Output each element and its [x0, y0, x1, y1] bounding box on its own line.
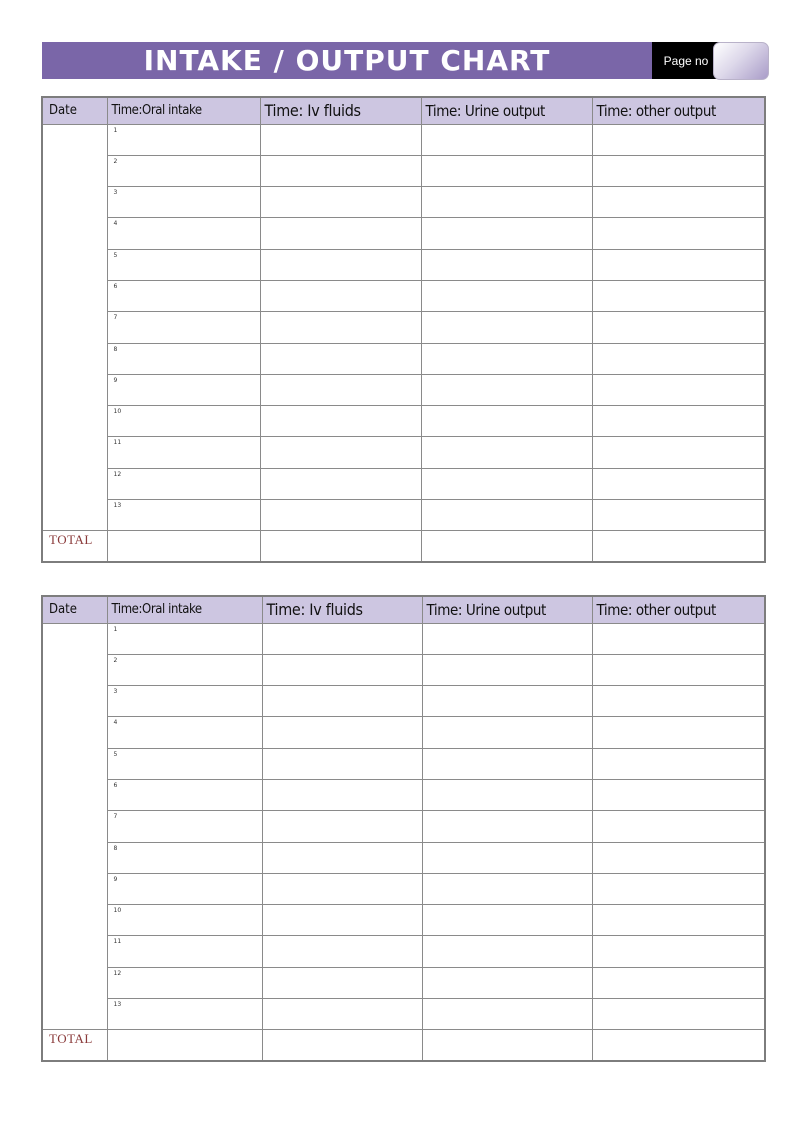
oral-intake-cell[interactable] — [107, 249, 260, 280]
row-number: 1 — [113, 126, 118, 134]
urine-output-cell[interactable] — [422, 717, 592, 748]
row-number: 9 — [113, 376, 118, 384]
urine-output-cell[interactable] — [421, 500, 592, 531]
title-bar — [42, 42, 652, 79]
table-row — [42, 686, 765, 717]
other-output-cell[interactable] — [592, 654, 765, 685]
table-row — [42, 905, 765, 936]
table-header-row — [42, 596, 765, 623]
urine-output-cell[interactable] — [422, 748, 592, 779]
other-output-cell[interactable] — [592, 500, 765, 531]
iv-fluids-cell[interactable] — [262, 717, 422, 748]
other-output-cell[interactable] — [592, 999, 765, 1030]
iv-fluids-cell[interactable] — [262, 779, 422, 810]
column-header-oral-intake: Time:Oral intake — [107, 596, 262, 623]
oral-intake-cell[interactable] — [107, 500, 260, 531]
table-row — [42, 936, 765, 967]
other-output-cell[interactable] — [592, 343, 765, 374]
table-row — [42, 842, 765, 873]
row-number: 13 — [113, 502, 122, 510]
row-number: 5 — [113, 750, 118, 758]
iv-fluids-cell[interactable] — [260, 218, 421, 249]
urine-output-cell[interactable] — [422, 936, 592, 967]
row-number: 12 — [113, 470, 122, 478]
table-row — [42, 623, 765, 654]
row-number: 2 — [113, 656, 118, 664]
urine-output-cell[interactable] — [422, 779, 592, 810]
oral-intake-cell[interactable] — [107, 748, 262, 779]
row-number: 11 — [113, 938, 122, 946]
date-cell[interactable] — [42, 623, 107, 1030]
oral-intake-cell[interactable] — [107, 717, 262, 748]
table-header-row — [42, 97, 765, 124]
row-number: 9 — [113, 875, 118, 883]
oral-intake-cell[interactable] — [107, 967, 262, 998]
column-header-urine-output: Time: Urine output — [421, 97, 592, 124]
table-row — [42, 999, 765, 1030]
oral-intake-cell[interactable] — [107, 779, 262, 810]
row-number: 7 — [113, 314, 118, 322]
iv-fluids-cell[interactable] — [262, 873, 422, 904]
oral-intake-cell[interactable] — [107, 873, 262, 904]
iv-fluids-cell[interactable] — [262, 686, 422, 717]
urine-output-cell[interactable] — [422, 686, 592, 717]
oral-intake-cell[interactable] — [107, 999, 262, 1030]
other-output-cell[interactable] — [592, 623, 765, 654]
other-output-cell[interactable] — [592, 280, 765, 311]
urine-output-cell[interactable] — [421, 468, 592, 499]
other-output-cell[interactable] — [592, 218, 765, 249]
iv-fluids-cell[interactable] — [260, 468, 421, 499]
iv-fluids-cell[interactable] — [262, 842, 422, 873]
row-number: 8 — [113, 844, 118, 852]
other-output-cell[interactable] — [592, 748, 765, 779]
oral-intake-cell[interactable] — [107, 468, 260, 499]
table-row — [42, 312, 765, 343]
table-row — [42, 500, 765, 531]
total-urine-output-cell[interactable] — [421, 531, 592, 562]
column-header-other-output: Time: other output — [592, 97, 765, 124]
other-output-cell[interactable] — [592, 936, 765, 967]
row-number: 6 — [113, 781, 118, 789]
oral-intake-cell[interactable] — [107, 155, 260, 186]
other-output-cell[interactable] — [592, 905, 765, 936]
other-output-cell[interactable] — [592, 406, 765, 437]
row-number: 12 — [113, 969, 122, 977]
total-other-output-cell[interactable] — [592, 531, 765, 562]
row-number: 7 — [113, 813, 118, 821]
urine-output-cell[interactable] — [422, 811, 592, 842]
iv-fluids-cell[interactable] — [262, 936, 422, 967]
table-row — [42, 873, 765, 904]
other-output-cell[interactable] — [592, 967, 765, 998]
intake-output-table-1 — [41, 96, 766, 563]
other-output-cell[interactable] — [592, 811, 765, 842]
urine-output-cell[interactable] — [422, 873, 592, 904]
iv-fluids-cell[interactable] — [262, 748, 422, 779]
urine-output-cell[interactable] — [421, 280, 592, 311]
iv-fluids-cell[interactable] — [262, 654, 422, 685]
urine-output-cell[interactable] — [421, 218, 592, 249]
table-row — [42, 343, 765, 374]
column-header-iv-fluids: Time: Iv fluids — [262, 596, 422, 623]
total-other-output-cell[interactable] — [592, 1030, 765, 1061]
other-output-cell[interactable] — [592, 124, 765, 155]
oral-intake-cell[interactable] — [107, 437, 260, 468]
oral-intake-cell[interactable] — [107, 686, 262, 717]
iv-fluids-cell[interactable] — [262, 967, 422, 998]
table-row — [42, 249, 765, 280]
urine-output-cell[interactable] — [422, 654, 592, 685]
other-output-cell[interactable] — [592, 249, 765, 280]
table-row — [42, 218, 765, 249]
table-row — [42, 155, 765, 186]
urine-output-cell[interactable] — [422, 623, 592, 654]
iv-fluids-cell[interactable] — [260, 280, 421, 311]
row-number: 6 — [113, 282, 118, 290]
oral-intake-cell[interactable] — [107, 842, 262, 873]
column-header-urine-output: Time: Urine output — [422, 596, 592, 623]
intake-output-table-2 — [41, 595, 766, 1062]
iv-fluids-cell[interactable] — [260, 343, 421, 374]
total-oral-intake-cell[interactable] — [107, 1030, 262, 1061]
iv-fluids-cell[interactable] — [262, 623, 422, 654]
row-number: 5 — [113, 251, 118, 259]
iv-fluids-cell[interactable] — [260, 312, 421, 343]
table-row — [42, 280, 765, 311]
row-number: 2 — [113, 157, 118, 165]
iv-fluids-cell[interactable] — [260, 187, 421, 218]
column-header-iv-fluids: Time: Iv fluids — [260, 97, 421, 124]
urine-output-cell[interactable] — [422, 999, 592, 1030]
iv-fluids-cell[interactable] — [262, 999, 422, 1030]
oral-intake-cell[interactable] — [107, 343, 260, 374]
row-number: 4 — [113, 719, 118, 727]
row-number: 8 — [113, 345, 118, 353]
date-cell[interactable] — [42, 124, 107, 531]
oral-intake-cell[interactable] — [107, 936, 262, 967]
other-output-cell[interactable] — [592, 873, 765, 904]
iv-fluids-cell[interactable] — [262, 905, 422, 936]
iv-fluids-cell[interactable] — [260, 374, 421, 405]
other-output-cell[interactable] — [592, 717, 765, 748]
urine-output-cell[interactable] — [421, 124, 592, 155]
row-number: 3 — [113, 189, 118, 197]
table-row — [42, 406, 765, 437]
other-output-cell[interactable] — [592, 468, 765, 499]
row-number: 10 — [113, 408, 122, 416]
oral-intake-cell[interactable] — [107, 374, 260, 405]
total-row — [42, 531, 765, 562]
urine-output-cell[interactable] — [421, 374, 592, 405]
table-row — [42, 468, 765, 499]
table-row — [42, 748, 765, 779]
row-number: 10 — [113, 907, 122, 915]
urine-output-cell[interactable] — [421, 406, 592, 437]
row-number: 13 — [113, 1001, 122, 1009]
oral-intake-cell[interactable] — [107, 406, 260, 437]
column-header-other-output: Time: other output — [592, 596, 765, 623]
table-row — [42, 717, 765, 748]
table-row — [42, 967, 765, 998]
iv-fluids-cell[interactable] — [260, 155, 421, 186]
total-label: TOTAL — [42, 531, 107, 562]
column-header-date: Date — [42, 97, 107, 124]
oral-intake-cell[interactable] — [107, 654, 262, 685]
total-iv-fluids-cell[interactable] — [262, 1030, 422, 1061]
table-row — [42, 374, 765, 405]
iv-fluids-cell[interactable] — [260, 406, 421, 437]
column-header-oral-intake: Time:Oral intake — [107, 97, 260, 124]
row-number: 4 — [113, 220, 118, 228]
row-number: 1 — [113, 625, 118, 633]
other-output-cell[interactable] — [592, 155, 765, 186]
page-no-label: Page no — [652, 42, 720, 79]
iv-fluids-cell[interactable] — [260, 500, 421, 531]
total-oral-intake-cell[interactable] — [107, 531, 260, 562]
total-label: TOTAL — [42, 1030, 107, 1061]
iv-fluids-cell[interactable] — [260, 124, 421, 155]
other-output-cell[interactable] — [592, 842, 765, 873]
table-row — [42, 654, 765, 685]
oral-intake-cell[interactable] — [107, 905, 262, 936]
oral-intake-cell[interactable] — [107, 280, 260, 311]
page-no-field[interactable] — [713, 42, 769, 80]
total-urine-output-cell[interactable] — [422, 1030, 592, 1061]
urine-output-cell[interactable] — [422, 905, 592, 936]
other-output-cell[interactable] — [592, 686, 765, 717]
table-row — [42, 437, 765, 468]
oral-intake-cell[interactable] — [107, 187, 260, 218]
table-row — [42, 187, 765, 218]
urine-output-cell[interactable] — [421, 437, 592, 468]
column-header-date: Date — [42, 596, 107, 623]
oral-intake-cell[interactable] — [107, 623, 262, 654]
iv-fluids-cell[interactable] — [262, 811, 422, 842]
total-iv-fluids-cell[interactable] — [260, 531, 421, 562]
row-number: 11 — [113, 439, 122, 447]
urine-output-cell[interactable] — [421, 187, 592, 218]
other-output-cell[interactable] — [592, 312, 765, 343]
row-number: 3 — [113, 688, 118, 696]
total-row — [42, 1030, 765, 1061]
oral-intake-cell[interactable] — [107, 124, 260, 155]
other-output-cell[interactable] — [592, 437, 765, 468]
urine-output-cell[interactable] — [422, 842, 592, 873]
urine-output-cell[interactable] — [421, 312, 592, 343]
other-output-cell[interactable] — [592, 779, 765, 810]
iv-fluids-cell[interactable] — [260, 437, 421, 468]
urine-output-cell[interactable] — [421, 249, 592, 280]
other-output-cell[interactable] — [592, 187, 765, 218]
page-title: INTAKE / OUTPUT CHART — [143, 44, 551, 77]
iv-fluids-cell[interactable] — [260, 249, 421, 280]
urine-output-cell[interactable] — [422, 967, 592, 998]
table-row — [42, 124, 765, 155]
table-row — [42, 811, 765, 842]
oral-intake-cell[interactable] — [107, 811, 262, 842]
table-row — [42, 779, 765, 810]
urine-output-cell[interactable] — [421, 155, 592, 186]
oral-intake-cell[interactable] — [107, 218, 260, 249]
oral-intake-cell[interactable] — [107, 312, 260, 343]
urine-output-cell[interactable] — [421, 343, 592, 374]
other-output-cell[interactable] — [592, 374, 765, 405]
